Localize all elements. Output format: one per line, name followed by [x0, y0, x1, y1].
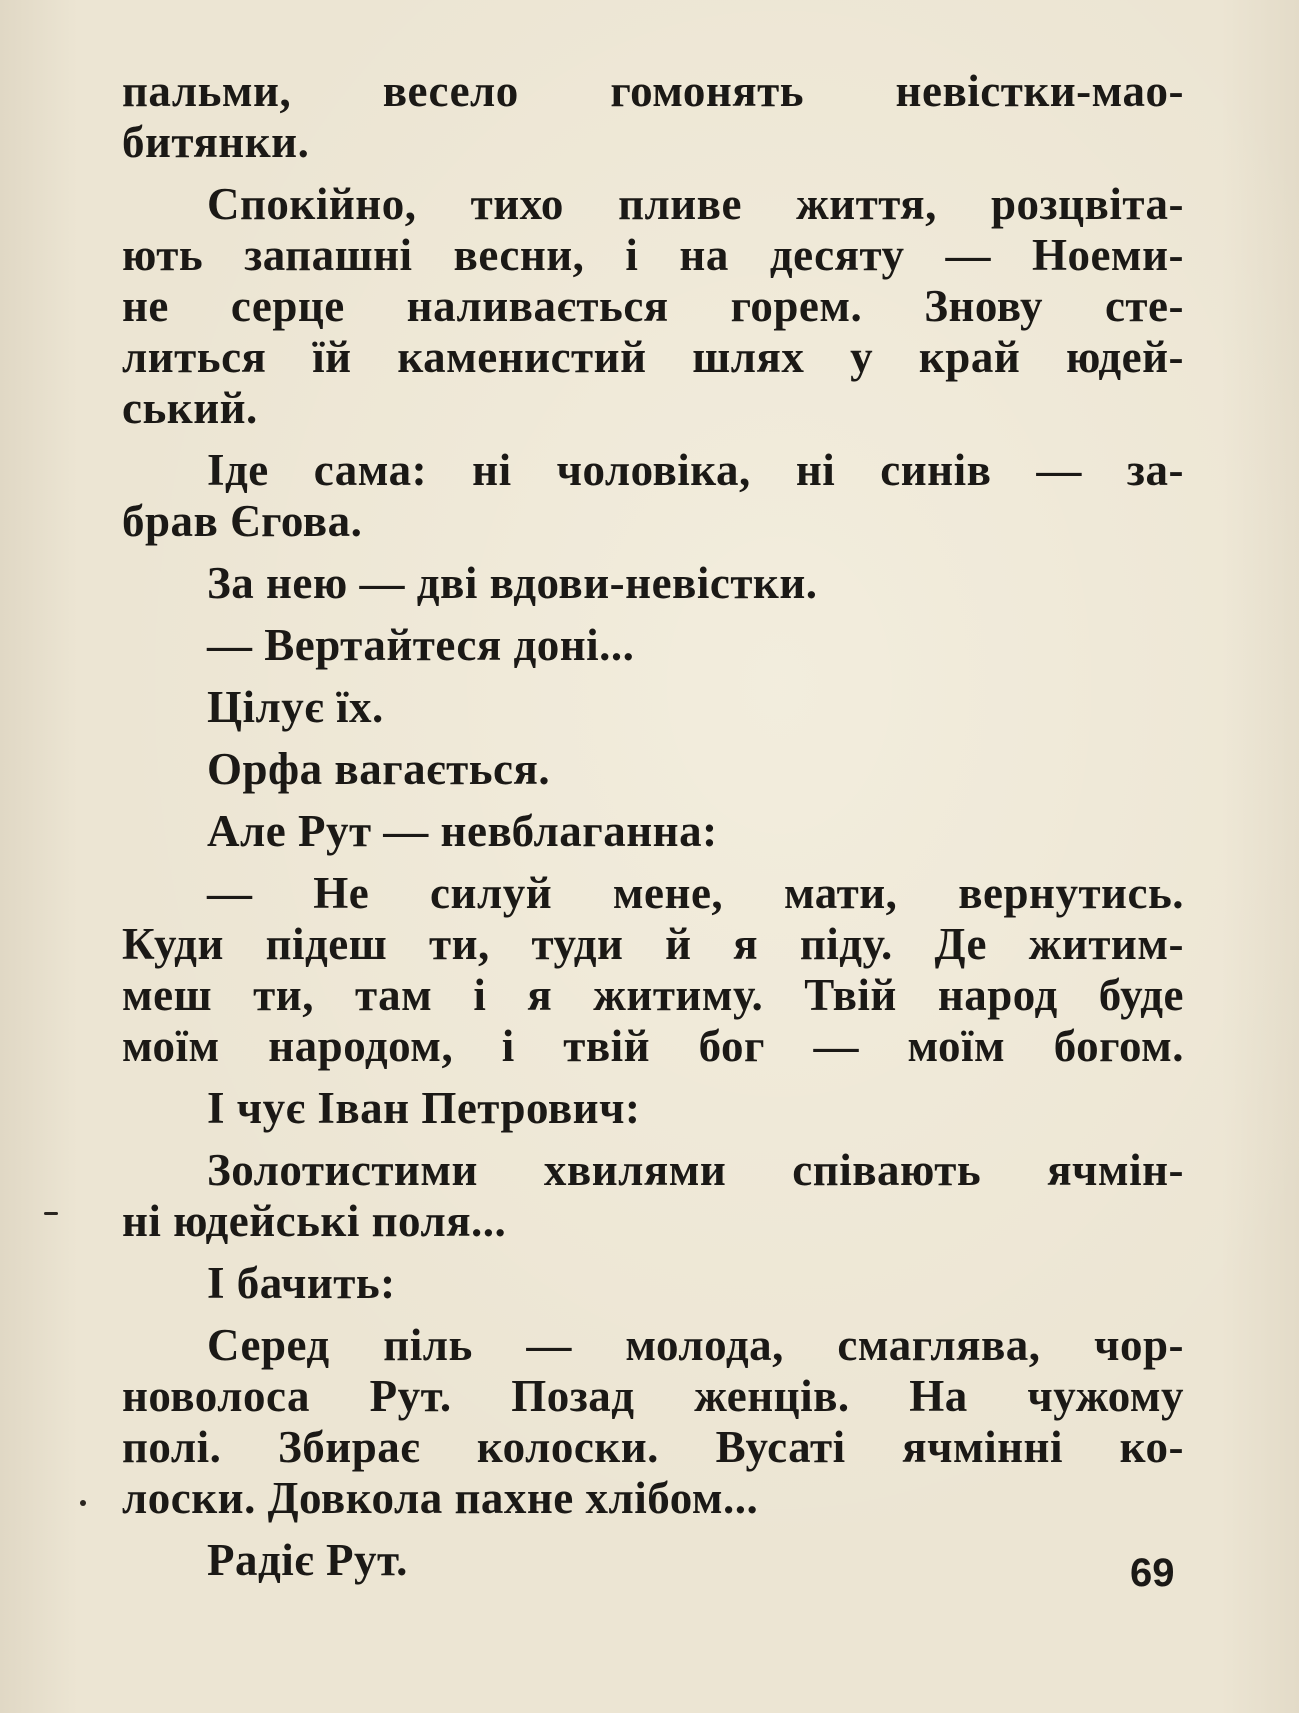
text-line: пальми, весело гомонять невістки-мао- — [122, 66, 1184, 116]
text-line: Цілує їх. — [207, 682, 384, 732]
text-line: брав Єгова. — [122, 496, 363, 546]
text-line: — Вертайтеся доні... — [207, 620, 635, 670]
text-line: За нею — дві вдови-невістки. — [207, 558, 818, 608]
paragraph-3 — [122, 445, 1184, 547]
text-line: Іде сама: ні чоловіка, ні синів — за- — [207, 445, 1184, 495]
text-line: І бачить: — [207, 1258, 396, 1308]
paragraph-7 — [122, 744, 1184, 795]
text-line: Серед піль — молода, смаглява, чор- — [207, 1320, 1184, 1370]
text-line: литься їй каменистий шлях у край юдей- — [122, 332, 1184, 382]
text-line: Орфа вагається. — [207, 744, 551, 794]
paragraph-9 — [122, 868, 1184, 1072]
paragraph-14 — [122, 1535, 1184, 1586]
paragraph-8 — [122, 806, 1184, 857]
paragraph-11 — [122, 1145, 1184, 1247]
text-line: битянки. — [122, 117, 310, 167]
text-line: Спокійно, тихо пливе життя, розцвіта- — [207, 179, 1184, 229]
text-line: меш ти, там і я житиму. Твій народ буде — [122, 970, 1184, 1020]
paragraph-10 — [122, 1083, 1184, 1134]
text-line: — Не силуй мене, мати, вернутись. — [207, 868, 1184, 918]
text-line: ють запашні весни, і на десяту — Ноеми- — [122, 230, 1184, 280]
text-line: І чує Іван Петрович: — [207, 1083, 641, 1133]
paragraph-6 — [122, 682, 1184, 733]
paragraph-12 — [122, 1258, 1184, 1309]
paragraph-1 — [122, 66, 1184, 168]
text-line: полі. Збирає колоски. Вусаті ячмінні ко- — [122, 1422, 1184, 1472]
text-line: Радіє Рут. — [207, 1535, 408, 1585]
text-line: моїм народом, і твій бог — моїм богом. — [122, 1021, 1184, 1071]
text-line: лоски. Довкола пахне хлібом... — [122, 1473, 759, 1523]
ink-speck — [44, 1212, 58, 1215]
text-line: новолоса Рут. Позад женців. На чужому — [122, 1371, 1184, 1421]
page-body-text — [122, 66, 1184, 1597]
text-line: ський. — [122, 383, 258, 433]
paragraph-5 — [122, 620, 1184, 671]
text-line: ні юдейські поля... — [122, 1196, 507, 1246]
ink-speck — [80, 1500, 86, 1506]
text-line: Золотистими хвилями співають ячмін- — [207, 1145, 1184, 1195]
text-line: Але Рут — невблаганна: — [207, 806, 718, 856]
paragraph-4 — [122, 558, 1184, 609]
paragraph-13 — [122, 1320, 1184, 1524]
text-line: Куди підеш ти, туди й я піду. Де житим- — [122, 919, 1184, 969]
paragraph-2 — [122, 179, 1184, 434]
text-line: не серце наливається горем. Знову сте- — [122, 281, 1184, 331]
page-number: 69 — [1130, 1551, 1175, 1595]
